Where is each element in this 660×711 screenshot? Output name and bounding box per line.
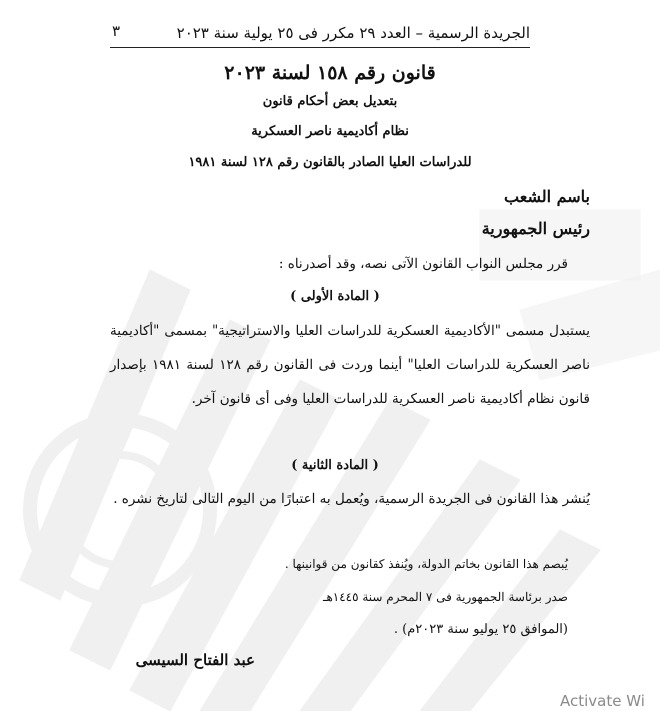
law-subtitle-3: للدراسات العليا الصادر بالقانون رقم ١٢٨ لسنة ١٩٨١ <box>188 155 472 170</box>
preamble-intro: قرر مجلس النواب القانون الآتى نصه، وقد أصدرناه : <box>278 256 568 272</box>
president-signature: عبد الفتاح السيسى <box>135 651 255 669</box>
article-2-heading: ( المادة الثانية ) <box>291 458 379 473</box>
page-number: ٣ <box>112 22 121 40</box>
law-title: قانون رقم ١٥٨ لسنة ٢٠٢٣ <box>224 62 436 84</box>
article-1-text: يستبدل مسمى "الأكاديمية العسكرية للدراسات العليا والاستراتيجية" بمسمى "أكاديمية ناصر العسكرية للدراسات العليا" أينما وردت فى القانون رقم ١٢٨ لسنة ١٩٨١ بإصدار قانون نظام أكاديمية ناصر العسكرية للدراسات العليا وفى أى قانون آخر. <box>110 323 590 407</box>
corresponding-date: (الموافق ٢٥ يوليو سنة ٢٠٢٣م) . <box>393 622 568 637</box>
law-subtitle-2: نظام أكاديمية ناصر العسكرية <box>251 124 409 139</box>
activate-windows-watermark: Activate Wi <box>560 692 645 710</box>
in-the-name-of-people: باسم الشعب <box>504 187 590 206</box>
president-title: رئيس الجمهورية <box>481 219 590 238</box>
running-header: الجريدة الرسمية – العدد ٢٩ مكرر فى ٢٥ يولية سنة ٢٠٢٣ <box>110 22 530 48</box>
article-2-text: يُنشر هذا القانون فى الجريدة الرسمية، ويُعمل به اعتبارًا من اليوم التالى لتاريخ نشره . <box>113 491 590 507</box>
article-1-heading: ( المادة الأولى ) <box>290 289 380 304</box>
issue-date: صدر برئاسة الجمهورية فى ٧ المحرم سنة ١٤٤٥هـ <box>322 590 568 604</box>
law-subtitle-1: بتعديل بعض أحكام قانون <box>262 94 398 109</box>
seal-clause: يُبصم هذا القانون بخاتم الدولة، ويُنفذ كقانون من قوانينها . <box>284 557 568 571</box>
